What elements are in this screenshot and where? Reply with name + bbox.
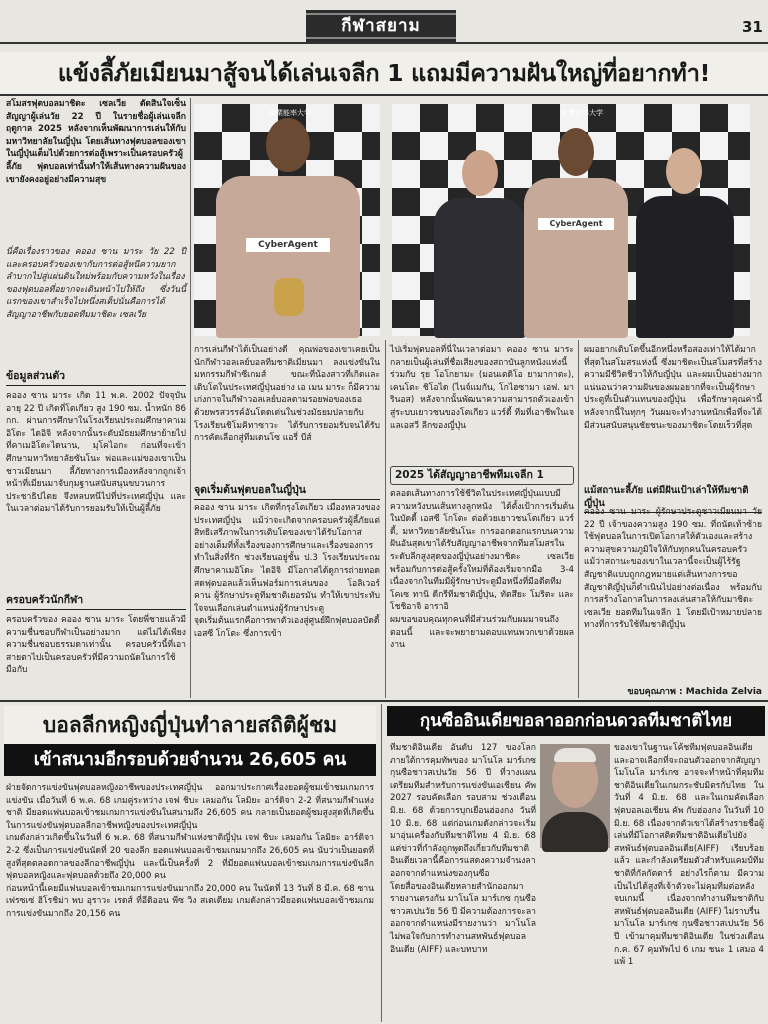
jersey-sponsor: CyberAgent bbox=[246, 238, 330, 252]
story2-body: ฝ่ายจัดการแข่งขันฟุตบอลหญิงอาชีพของประเทศญี่ปุ่น ออกมาประกาศเรื่องยอดผู้ชมเข้าชมเกมการแข่งขัน เมื่อวันที่ 6 พ.ค. 68 เกมคู่ระหว่าง เจฟ ชิบะ เลมอกัน โลมิยะ อาร์ดิจา 2-2 ที่สนามกีฬาแห่งชาติ มียอดแฟนบอลเข้าชมเกมการแข่งขันในสนามถึง 26,605 คน กลายเป็นยอดผู้ชมสูงสุดที่เกิดขึ้นในการแข่งขันฟุตบอลลีกอาชีพหญิงของประเทศญี่ปุ่น เกมดังกล่าวเกิดขึ้นในวันที่ 6 พ.ค. 68 ที่สนามกีฬาแห่งชาติญี่ปุ่น เจฟ ชิบะ เลมอกัน โลมิยะ อาร์ดิจา 2-2 ซึ่งเป็นการแข่งขันนัดที่ 20 ของลีก ยอดแฟนบอลเข้าชมเกมมากถึง 26,605 คน นับว่าเป็นยอดที่สูงที่สุดตลอดกาลของลีกอาชีพญี่ปุ่น และนี่เป็นครั้งที่ 2 ที่มียอดแฟนบอลเข้าชมเกมการแข่งขันลีกฟุตบอลหญิงและฟุตบอลด้วยถึง 20,000 คน ก่อนหน้านี้เคยมีแฟนบอลเข้าชมเกมการแข่งขันมากถึง 20,000 คน ในนัดที่ 13 วันที่ 8 มี.ค. 68 ซานเฟรซเซ่ ฮิโรชิม่า พบ อุราวะ เรดส์ ที่อีดิออน พีซ วิง สเตเดียม เกมดังกล่าวมียอดแฟนบอลเข้าชมเกมการแข่งขันมากถึง 20,156 คน bbox=[6, 783, 374, 919]
story3-headline: กุนซืออินเดียขอลาออกก่อนดวลทีมชาติไทย bbox=[387, 706, 765, 736]
backdrop-text: 産業能率大学 bbox=[561, 109, 603, 117]
page-number: 31 bbox=[742, 18, 763, 36]
section-body-family: ครอบครัวของ คออง ซาน มาระ โดยพี่ชายแล้วมีความชื่นชอบกีฬาเป็นอย่างมาก แต่ไม่ได้เพียงความชื่นชอบธรรมดาเท่านั้น ครอบครัวนี้ที่เอาสายตาไปเป็นครอบครัวที่มีความถนัดในการใช้มือกับ bbox=[6, 615, 186, 676]
lead-paragraph: สโมสรฟุตบอลมาชิดะ เซลเวีย ตัดสินใจเซ็นสัญญาผู้เล่นวัย 22 ปี ในรายชื่อผู้เล่นเจลีก ฤดูกาล 2025 หลังจากเห็นพัฒนาการเล่นให้กับมหาวิทยาลัยในญี่ปุ่น โดยเส้นทางฟุตบอลของเขาในญี่ปุ่นเต็มไปด้วยการต่อสู้เพราะเป็นครอบครัวผู้ลี้ภัย ฟุตบอลเท่านั้นทำให้เส้นทางความฝันของเขายังคงอยู่อย่างมีความสุข bbox=[6, 99, 186, 185]
photo-coach-portrait bbox=[540, 744, 610, 848]
intro-paragraph: นี่คือเรื่องราวของ คออง ซาน มาระ วัย 22 ปี และครอบครัวของเขากับการต่อสู้หนีความยากลำบากไปสู่แผ่นดินใหม่พร้อมกับความหวังในเรื่องของฟุตบอลที่อยากจะเดินหน้าไปให้ถึง ซึ่งวันนี้แรกของเขาสำเร็จไปหนึ่งสเต็ปนั่นคือการได้สัญญาอาชีพกับยอดทีมมาชิดะ เซลเวีย bbox=[6, 247, 186, 320]
column-rule bbox=[385, 340, 386, 698]
section-body-dream: คออง ซาน มาระ ผู้รักษาประตูชาวเมียนมา วัย 22 ปี เจ้าของความสูง 190 ซม. ที่ถนัดเท้าซ้าย ใช้ฟุตบอลในการเปิดโอกาสให้ตัวเองและสร้างความสุขความภูมิใจให้กับทุกคนในครอบครัว แม้ว่าสถานะของเขาในเวลานี้จะเป็นผู้ไร้รัฐสัญชาติแบบถูกกฎหมายแต่เส้นทางการขอสัญชาติญี่ปุ่นก็ดำเนินไปอย่างต่อเนื่อง พร้อมกับการสร้างโอกาสในการลงเล่นสาลให้กับมาชิดะ เซลเวีย ยอดทีมในเจลีก 1 โดยมีเป้าหมายปลายทางที่การรับใช้ทีมชาติญี่ปุ่น bbox=[584, 507, 762, 631]
story3-column2: ของเขาในฐานะโค้ชทีมฟุตบอลอินเดียและอาจเลือกที่จะถอนตัวออกจากสัญญา โมโนโล มาร์เกซ อาจจะทำหน้าที่คุมทีมชาติอินเดียในเกมกระชับมิตรกับไทย ในวันที่ 4 มิ.ย. 68 และในเกมคัดเลือกฟุตบอลเอเชียน คัพ กับฮ่องกง ในวันที่ 10 มิ.ย. 68 เนื่องจากตัวเขาได้สร้างรายชื่อผู้เล่นที่มีโอกาสติดทีมชาติอินเดียไปยังสหพันธ์ฟุตบอลอินเดีย(AIFF) เรียบร้อยแล้ว และกำลังเตรียมตัวสำหรับแคมป์ทีมชาติที่กัลกัตตาร์ อย่างไรก็ตาม มีความเป็นไปได้สูงที่เจ้าตัวจะไม่คุมทีมต่อหลังจบเกมนี้ เนื่องจากทำงานทีมชาติกับสหพันธ์ฟุตบอลอินเดีย (AIFF) ไม่ราบรื่น มาโนโล มาร์เกซ กุนซือชาวสเปนวัย 56 ปี เข้ามาคุมทีมชาติอินเดีย ในช่วงเดือน ก.ค. 67 คุมทัพไป 6 เกม ชนะ 1 เสมอ 4 แพ้ 1 bbox=[614, 743, 764, 968]
column2-text: การเล่นกีฬาได้เป็นอย่างดี คุณพ่อของเขาเคยเป็นนักกีฬาวอลเลย์บอลทีมชาติเมียนมา ลงแข่งขันในมหกรรมกีฬาซีเกมส์ ขณะที่น้องสาวที่เกิดและเติบโตในประเทศญี่ปุ่นอย่าง เอ เมน มาระ ก็มีความเก่งกาจในกีฬาวอลเลย์บอลตามรอยพ่อของเธอ ด้วยพรสวรรค์อันโดดเด่นในช่วงมัธยมปลายกับโรงเรียนชิโมคิทาซาวะ ได้รับการยอมรับจนได้รับการคัดเลือกสู่ทีมเดนโซ แอรี่ บีส์ bbox=[194, 345, 381, 444]
mascot-figure bbox=[274, 278, 304, 316]
column-rule bbox=[381, 704, 382, 1022]
player-figure bbox=[524, 128, 628, 336]
section-heading-personal: ข้อมูลส่วนตัว bbox=[6, 370, 186, 386]
section-divider bbox=[0, 700, 768, 702]
section-heading-start: จุดเริ่มต้นฟุตบอลในญี่ปุ่น bbox=[194, 484, 380, 500]
column4-text: ผมอยากเติบโตขึ้นอีกหนึ่งหรือสองเท่าให้ได้มากที่สุดในสโมสรแห่งนี้ ซึ่งมาชิดะเป็นสโมสรที่สร้างความมีชีวิตชีวาให้กับญี่ปุ่น และผมเป็นอย่างมาก แน่นอนว่าความฝันของผมอยากที่จะเป็นผู้รักษาประตูที่เป็นตัวแทนของญี่ปุ่น เพื่อรักษาคุณค่านี้ หลังจากนี้ในทุกๆ วันผมจะทำงานหนักเพื่อที่จะได้มีส่วนสนับสนุนชัยชนะของมาชิดะโดยเร็วที่สุด bbox=[584, 345, 762, 431]
photo-credit: ขอบคุณภาพ : Machida Zelvia bbox=[627, 687, 762, 697]
photo-player-left bbox=[194, 104, 380, 336]
column-rule bbox=[190, 98, 191, 698]
official-right-figure bbox=[636, 148, 734, 336]
section-body-contract: ตลอดเส้นทางการใช้ชีวิตในประเทศญี่ปุ่นแบบมีความหวังบนเส้นทางลูกหนัง ได้ตั้งเป้าการเริ่มต้นในบัดดี้ เอสซี โกโตะ ต่อด้วยเยาวชนโตเกียว แวร์ดี้, มหาวิทยาลัยซันโนะ การออกดอกแรกบนความฝันอันสุดเขาได้รับสัญญาอาชีพจากทีมสโมสรในระดับลีกสูงสุดของญี่ปุ่นอย่างมาชิดะ เซลเวีย พร้อมกับการต่อสู้ครั้งใหม่ที่ต้องเริ่มจากมือ 3-4 เนื่องจากในทีมมีผู้รักษาประตูมือหนึ่งที่มีอดีตทีม โคเซ ทานิ ดีกรีทีมชาติญี่ปุ่น, ทัตสึยะ โมริตะ และ โชชิอาจิ อาราอิ ผมขอขอบคุณทุกคนที่มีส่วนร่วมกับผมมาจนถึงตอนนี้ และจะพยายามตอบแทนพวกเขาด้วยผลงาน bbox=[390, 489, 574, 651]
backdrop-text: 産業能率大学 bbox=[269, 109, 311, 117]
column3-text: ไปเริ่มฟุตบอลที่นี่ในเวลาต่อมา คออง ซาน มาระ กลายเป็นผู้เล่นที่ชื่อเสียงของสถาบันลูกหนังแห่งนี้ร่วมกับ รุย โอโกยามะ (มอนเตดิโอ ยามากาตะ), เคนโตะ ชิโอได (ไนจ์แมกัน, โกไฮซามา เอฟ. มารินอส) หลังจากนั้นพัฒนาความสามารถตัวเองเข้าสู่ระบบเยาวชนของโตเกียว แวร์ดี้ ทีมที่เอาชีพในเจแลเอสวี ลีกของญี่ปุ่น bbox=[390, 345, 574, 431]
section-heading-dream: แม้สถานะลี้ภัย แต่มีฝันเป้าเล่าให้ทีมชาติญี่ปุ่น bbox=[584, 484, 762, 513]
photo-signing-ceremony bbox=[392, 104, 750, 336]
section-heading-contract: 2025 ได้สัญญาอาชีพทีมเจลีก 1 bbox=[390, 466, 574, 485]
section-body-personal: คออง ซาน มาระ เกิด 11 พ.ค. 2002 ปัจจุบันอายุ 22 ปี เกิดที่โตเกียว สูง 190 ซม. น้ำหนัก 86 กก. ผ่านการศึกษาในโรงเรียนประถมศึกษาคาเมอิโดะ ไดอิจิ หลังจากนั้นระดับมัธยมศึกษาย้ายไปที่คาเมอิโดะไดนาน, มุโคไอกะ ก่อนที่จะเข้าศึกษามหาวิทยาลัยซันโนะ พ่อและแม่ของเขาเป็นชาวเมียนมา ลี้ภัยทางการเมืองหลังจากถูกเจ้าหน้าที่เมียนมาจับกุมฐานสนับสนุนขบวนการประชาธิปไตย จึงหลบหนีไปที่ประเทศญี่ปุ่น และในเวลาต่อมาได้รับการยอมรับให้เป็นผู้ลี้ภัย bbox=[6, 391, 186, 515]
column-rule bbox=[578, 340, 579, 698]
story3-text-top: ทีมชาติอินเดีย อันดับ 127 ของโลก ภายใต้การคุมทัพของ มาโนโล มาร์เกซ กุนซือชาวสเปนวัย 56 ปี ที่วางแผนเตรียมทีมสำหรับการแข่งขันเอเชียน คัพ 2027 รอบคัดเลือก รอบสาม ช่วงเดือน มิ.ย. 68 ด้วยการบุกเยือนฮ่องกง วันที่ 10 มิ.ย. 68 แต่ก่อนเกมดังกล่าวจะเริ่มมาอุ่นเครื่องกับทีมชาติไทย 4 มิ.ย. 68 แต่ข่าวที่กำลังถูกพูดถึงเกี่ยวกับทีมชาติอินเดียเวลานี้คือการแสดงความจำนงลาออกจากตำแหน่งของกุนซือ โดยสื่อของอินเดียหลายสำนักออกมารายงานตรงกัน มาโนโล มาร์เกซ กุนซือชาวสเปนวัย 56 ปี มีความต้องการจะลาออกจากตำแหน่งมีรายงานว่า มาโนโลไม่พอใจกับการทำงานสหพันธ์ฟุตบอลอินเดีย (AIFF) และบทบาท bbox=[390, 743, 536, 955]
section-heading-family: ครอบครัวนักกีฬา bbox=[6, 594, 186, 610]
section-body-start: คออง ซาน มาระ เกิดที่กรุงโตเกียว เมืองหลวงของประเทศญี่ปุ่น แม้ว่าจะเกิดจากครอบครัวผู้ลี้ภัยแต่สิทธิเสรีภาพในการเติบโตของเขาได้รับโอกาสอย่างเต็มที่ทั้งเรื่องของการศึกษาและเรื่องของการทำในสิ่งที่รัก ช่วงเรียนอยู่ชั้น ป.3 โรงเรียนประถมศึกษาคาเมอิโดะ ไดอิจิ มีโอกาสได้ดูการถ่ายทอดสดฟุตบอลแล้วเห็นฟอร์มการเล่นของ โอลิเวอร์ คาน ผู้รักษาประตูทีมชาติเยอรมัน ทำให้เขาประทับใจจนเลือกเล่นตำแหน่งผู้รักษาประตู จุดเริ่มต้นแรกคือการพาตัวเองสู่ศูนย์ฝึกฟุตบอลบัดดี้ เอสซี โกโตะ ซึ่งการเข้า bbox=[194, 503, 380, 639]
official-left-figure bbox=[434, 150, 526, 336]
main-headline: แข้งลี้ภัยเมียนมาสู้จนได้เล่นเจลีก 1 แถมมีความฝันใหญ่ที่อยากทำ! bbox=[0, 52, 768, 96]
story2-subheadline: เข้าสนามอีกรอบด้วยจำนวน 26,605 คน bbox=[4, 744, 376, 776]
story2-headline: บอลลีกหญิงญี่ปุ่นทำลายสถิติผู้ชม bbox=[4, 706, 376, 744]
player-figure bbox=[208, 118, 368, 338]
jersey-sponsor: CyberAgent bbox=[538, 218, 614, 230]
section-logo: กีฬาสยาม bbox=[306, 10, 456, 42]
